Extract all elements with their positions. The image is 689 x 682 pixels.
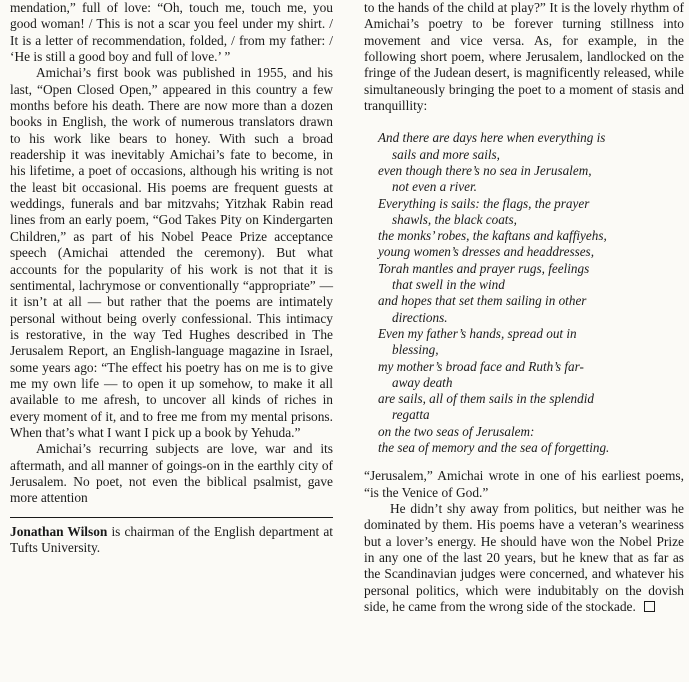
poem-line: my mother’s broad face and Ruth’s far- [378,358,584,374]
poem-line: And there are days here when everything is [378,130,606,146]
paragraph-continuation: mendation,” full of love: “Oh, touch me, touch me, you good woman! / This is not a scar you feel under my shirt. / It is a letter of recommendation, folded, / from my father: / ‘He is still a good boy and full of love.’ ” [10,0,333,65]
right-column [364,0,684,615]
poem-line: and hopes that set them sailing in other [378,293,587,309]
end-of-article-icon [644,601,655,612]
poem-line: are sails, all of them sails in the splendid [378,391,595,407]
poem-line: Torah mantles and prayer rugs, feelings [378,260,590,276]
author-bio [10,524,333,557]
paragraph-politics [364,501,684,615]
poem-line: sails and more sails, [392,146,500,162]
poem-line: directions. [392,309,448,325]
paragraph-politics-text: He didn’t shy away from politics, but neither was he dominated by them. His poems have a veteran’s weariness but a lover’s energy. He should have won the Nobel Prize in any one of the last 20 years, but he knew that as far as the Scandinavian judges were concerned, and whatever his personal politics, which were indubitably on the dovish side, he came from the wrong side of the stockade. [364,501,684,615]
author-bio-text: is chairman of the English department at Tufts University. [10,523,333,555]
poem-line: the sea of memory and the sea of forgetting. [378,440,610,456]
poem-line: on the two seas of Jerusalem: [378,423,535,439]
poem-block [378,130,684,456]
poem-line: young women’s dresses and headdresses, [378,244,594,260]
poem-line: the monks’ robes, the kaftans and kaffiyehs, [378,228,607,244]
paragraph-venice-of-god: “Jerusalem,” Amichai wrote in one of his earliest poems, “is the Venice of God.” [364,468,684,500]
poem-line: shawls, the black coats, [392,211,517,227]
author-name: Jonathan Wilson [10,523,108,539]
paragraph-publication-history: Amichai’s first book was published in 1955, and his last, “Open Closed Open,” appeared in this country a few months before his death. There are now more than a dozen books in English, the work of numerous translators drawn to his work like bears to honey. With such a broad readership it was inevitably Amichai’s fate to become, in his lifetime, a poet of occasions, although his writing is not the least bit occasional. His poems are frequent guests at weddings, funerals and bar mitzvahs; Yitzhak Rabin read lines from an early poem, “God Takes Pity on Kindergarten Children,” as part of his Nobel Peace Prize acceptance speech (Amichai attended the ceremony). But what accounts for the popularity of his work is not that it is sentimental, lachrymose or conventionally “appropriate” — it isn’t at all — but rather that the poems are intimately personal without being overly confessional. This intimacy is restorative, in the way Ted Hughes described in The Jerusalem Report, an English-language magazine in Israel, some years ago: “The effect his poetry has on me is to give me my own life — to open it up somehow, to make it all available to me afresh, to uncover all kinds of riches in every moment of it, and to free me from my mental prisons. When that’s what I want I pick up a book by Yehuda.” [10,65,333,440]
poem-line: not even a river. [392,179,477,195]
left-column [10,0,333,556]
poem-line: Even my father’s hands, spread out in [378,325,577,341]
poem-line: regatta [392,407,430,423]
poem-line: blessing, [392,342,439,358]
poem-line: away death [392,374,453,390]
poem-line: that swell in the wind [392,277,505,293]
poem-line: Everything is sails: the flags, the prayer [378,195,590,211]
bio-divider [10,517,333,518]
paragraph-continuation-right: to the hands of the child at play?” It is the lovely rhythm of Amichai’s poetry to be forever turning stillness into movement and vice versa. As, for example, in the following short poem, where Jerusalem, landlocked on the fringe of the Judean desert, is magnificently released, while simultaneously bringing the poet to a moment of stasis and tranquillity: [364,0,684,114]
poem-line: even though there’s no sea in Jerusalem, [378,163,592,178]
paragraph-recurring-subjects: Amichai’s recurring subjects are love, war and its aftermath, and all manner of goings-on in the earthly city of Jerusalem. No poet, not even the biblical psalmist, gave more attention [10,441,333,506]
